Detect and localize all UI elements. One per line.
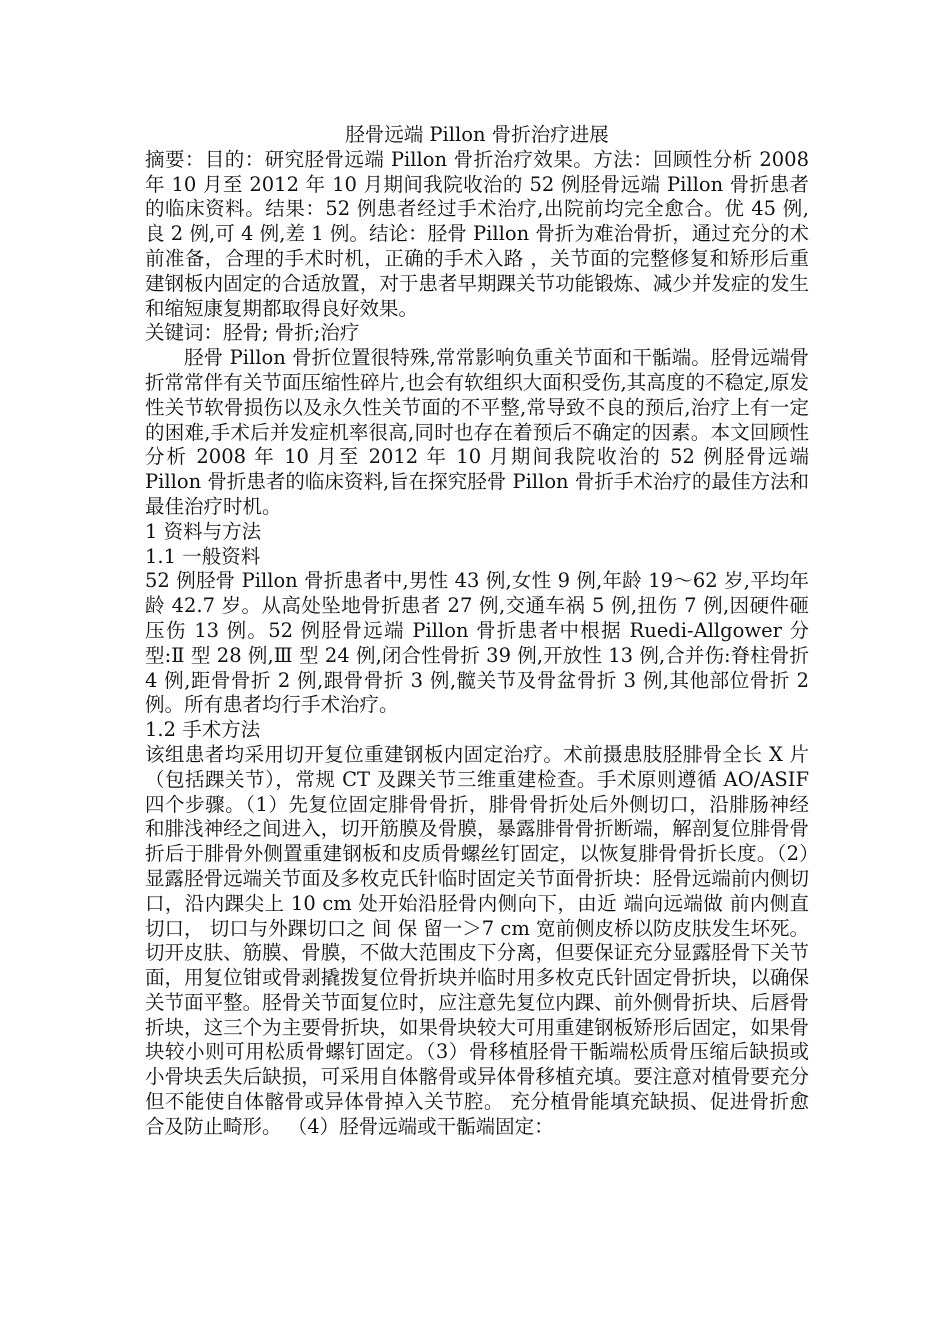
section-heading-1: 1 资料与方法 [145,519,262,543]
section-1-2-paragraph: 该组患者均采用切开复位重建钢板内固定治疗。术前摄患肢胫腓骨全长 X 片（包括踝关节），常规 CT 及踝关节三维重建检查。手术原则遵循 AO/ASIF 四个步骤。（1）先复位固定腓骨骨折，腓骨骨折处后外侧切口，沿腓肠神经和腓浅神经之间进入，切开筋膜及骨膜，暴露腓骨骨折断端，解剖复位腓骨骨折后于腓骨外侧置重建钢板和皮质骨螺丝钉固定，以恢复腓骨骨折长度。（2）显露胫骨远端关节面及多枚克氏针临时固定关节面骨折块：胫骨远端前内侧切口，沿内踝尖上 10 cm 处开始沿胫骨内侧向下，由近 端向远端做 前内侧直切口， 切口与外踝切口之 间 保 留一＞7 cm 宽前侧皮桥以防皮肤发生坏死。 切开皮肤、筋膜、骨膜，不做大范围皮下分离，但要保证充分显露胫骨下关节面，用复位钳或骨剥撬拨复位骨折块并临时用多枚克氏针固定骨折块，以确保关节面平整。胫骨关节面复位时，应注意先复位内踝、前外侧骨折块、后唇骨折块，这三个为主要骨折块，如果骨块较大可用重建钢板矫形后固定，如果骨块较小则可用松质骨螺钉固定。（3）骨移植胫骨干骺端松质骨压缩后缺损或小骨块丢失后缺损，可采用自体髂骨或异体骨移植充填。要注意对植骨要充分但不能使自体髂骨或异体骨掉入关节腔。 充分植骨能填充缺损、促进骨折愈合及防止畸形。 （4）胫骨远端或干骺端固定： [145,742,810,1138]
abstract-paragraph: 摘要：目的：研究胫骨远端 Pillon 骨折治疗效果。方法：回顾性分析 2008 年 10 月至 2012 年 10 月期间我院收治的 52 例胫骨远端 Pillon 骨折患者的临床资料。结果：52 例患者经过手术治疗,出院前均完全愈合。优 45 例,良 2 例,可 4 例,差 1 例。结论：胫骨 Pillon 骨折为难治骨折，通过充分的术前准备，合理的手术时机，正确的手术入路 ，关节面的完整修复和矫形后重建钢板内固定的合适放置，对于患者早期踝关节功能锻炼、减少并发症的发生和缩短康复期都取得良好效果。 [145,147,809,320]
intro-paragraph: 胫骨 Pillon 骨折位置很特殊,常常影响负重关节面和干骺端。胫骨远端骨折常常伴有关节面压缩性碎片,也会有软组织大面积受伤,其高度的不稳定,原发性关节软骨损伤以及永久性关节面的不平整,常导致不良的预后,治疗上有一定的困难,手术后并发症机率很高,同时也存在着预后不确定的因素。本文回顾性分析 2008 年 10 月至 2012 年 10 月期间我院收治的 52 例胫骨远端 Pillon 骨折患者的临床资料,旨在探究胫骨 Pillon 骨折手术治疗的最佳方法和最佳治疗时机。 [145,346,809,518]
keywords-line: 关键词：胫骨; 骨折;治疗 [145,321,360,345]
section-heading-1-2: 1.2 手术方法 [145,718,261,742]
section-heading-1-1: 1.1 一般资料 [145,544,261,568]
document-page [145,123,809,1140]
section-1-1-paragraph: 52 例胫骨 Pillon 骨折患者中,男性 43 例,女性 9 例,年龄 19～62 岁,平均年龄 42.7 岁。从高处坠地骨折患者 27 例,交通车祸 5 例,扭伤 7 例,因硬件砸压伤 13 例。52 例胫骨远端 Pillon 骨折患者中根据 Ruedi-Allgower 分型:Ⅱ 型 28 例,Ⅲ 型 24 例,闭合性骨折 39 例,开放性 13 例,合并伤:脊柱骨折 4 例,距骨骨折 2 例,跟骨骨折 3 例,髋关节及骨盆骨折 3 例,其他部位骨折 2 例。所有患者均行手术治疗。 [145,569,809,717]
document-title: 胫骨远端 Pillon 骨折治疗进展 [345,123,609,146]
